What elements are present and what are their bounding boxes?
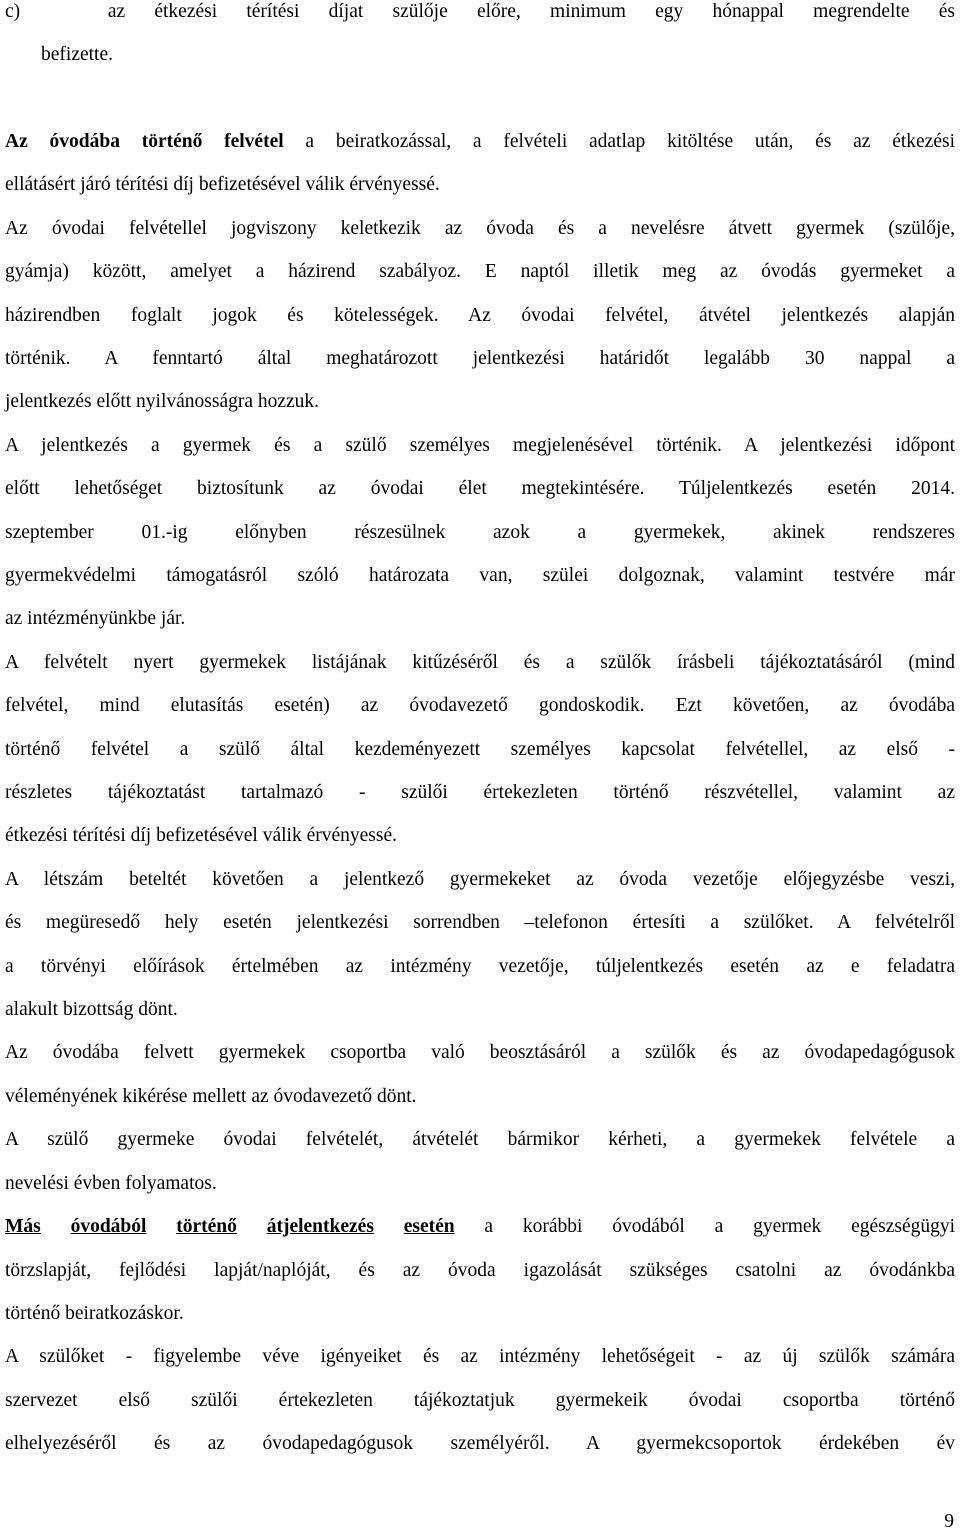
paragraph-6-line-2: nevelési évben folyamatos. [5,1173,217,1194]
paragraph-4-line-3: a törvényi előírások értelmében az intézmény vezetője, túljelentkezés esetén az e feladatra [5,956,955,977]
paragraph-4-line-4: alakult bizottság dönt. [5,999,178,1020]
paragraph-2-line-3: szeptember 01.-ig előnyben részesülnek azok a gyermekek, akinek rendszeres [5,522,955,543]
paragraph-7-line-2: törzslapját, fejlődési lapját/naplóját, és az óvoda igazolását szükséges csatolni az óvodánkba [5,1260,955,1281]
paragraph-1-line-4: gyámja) között, amelyet a házirend szabályoz. E naptól illetik meg az óvodás gyermeket a [5,261,955,282]
bold-heading-word: átjelentkezés [266,1216,374,1237]
paragraph-2-line-4: gyermekvédelmi támogatásról szóló határozata van, szülei dolgoznak, valamint testvére már [5,565,955,586]
paragraph-3-line-4: részletes tájékoztatást tartalmazó - szülői értekezleten történő részvétellel, valamint az [5,782,955,803]
paragraph-5-line-2: véleményének kikérése mellett az óvodavezető dönt. [5,1086,417,1107]
list-marker: c) [5,1,21,22]
list-item-c-line-1: c) az étkezési térítési díjat szülője előre, minimum egy hónappal megrendelte és [5,1,955,22]
paragraph-7-line-1: Más óvodából történő átjelentkezés esetén a korábbi óvodából a gyermek egészségügyi [5,1216,956,1237]
paragraph-3-line-3: történő felvétel a szülő által kezdeményezett személyes kapcsolat felvétellel, az első - [5,739,955,760]
bold-heading-word: történő [176,1216,237,1237]
paragraph-7-line-3: történő beiratkozáskor. [5,1303,184,1324]
paragraph-2-line-1: A jelentkezés a gyermek és a szülő személyes megjelenésével történik. A jelentkezési időpont [5,435,955,456]
paragraph-8-line-3: elhelyezéséről és az óvodapedagógusok személyéről. A gyermekcsoportok érdekében év [5,1433,955,1454]
bold-heading-word: Más [5,1216,41,1237]
bold-heading-word: óvodából [70,1216,147,1237]
paragraph-8-line-2: szervezet első szülői értekezleten tájékoztatjuk gyermekeik óvodai csoportba történő [5,1390,955,1411]
paragraph-1-line-7: jelentkezés előtt nyilvánosságra hozzuk. [5,391,320,412]
paragraph-4-line-1: A létszám beteltét követően a jelentkező gyermekeket az óvoda vezetője előjegyzésbe veszi, [5,869,955,890]
paragraph-1-line-2: ellátásért járó térítési díj befizetésével válik érvényessé. [5,174,440,195]
paragraph-2-line-2: előtt lehetőséget biztosítunk az óvodai élet megtekintésére. Túljelentkezés esetén 2014. [5,478,955,499]
paragraph-3-line-5: étkezési térítési díj befizetésével válik érvényessé. [5,825,397,846]
paragraph-4-line-2: és megüresedő hely esetén jelentkezési sorrendben –telefonon értesíti a szülőket. A felvételről [5,912,955,933]
paragraph-1-line-3: Az óvodai felvétellel jogviszony keletkezik az óvoda és a nevelésre átvett gyermek (szülője, [5,218,955,239]
paragraph-1-line-1: Az óvodába történő felvétel a beiratkozással, a felvételi adatlap kitöltése után, és az étkezési [5,131,955,152]
bold-lead: Az óvodába történő felvétel [5,131,284,152]
paragraph-1-line-5: házirendben foglalt jogok és kötelességek. Az óvodai felvétel, átvétel jelentkezés alapján [5,305,955,326]
bold-heading-word: esetén [403,1216,455,1237]
paragraph-8-line-1: A szülőket - figyelembe véve igényeiket és az intézmény lehetőségeit - az új szülők számára [5,1346,955,1367]
paragraph-2-line-5: az intézményünkbe jár. [5,608,186,629]
paragraph-3-line-1: A felvételt nyert gyermekek listájának kitűzéséről és a szülők írásbeli tájékoztatásáról (mind [5,652,955,673]
paragraph-3-line-2: felvétel, mind elutasítás esetén) az óvodavezető gondoskodik. Ezt követően, az óvodába [5,695,955,716]
page-number: 9 [944,1511,954,1532]
paragraph-1-line-6: történik. A fenntartó által meghatározott jelentkezési határidőt legalább 30 nappal a [5,348,955,369]
paragraph-5-line-1: Az óvodába felvett gyermekek csoportba való beosztásáról a szülők és az óvodapedagógusok [5,1042,955,1063]
paragraph-6-line-1: A szülő gyermeke óvodai felvételét, átvételét bármikor kérheti, a gyermekek felvétele a [5,1129,955,1150]
list-item-c-line-2: befizette. [41,44,113,65]
